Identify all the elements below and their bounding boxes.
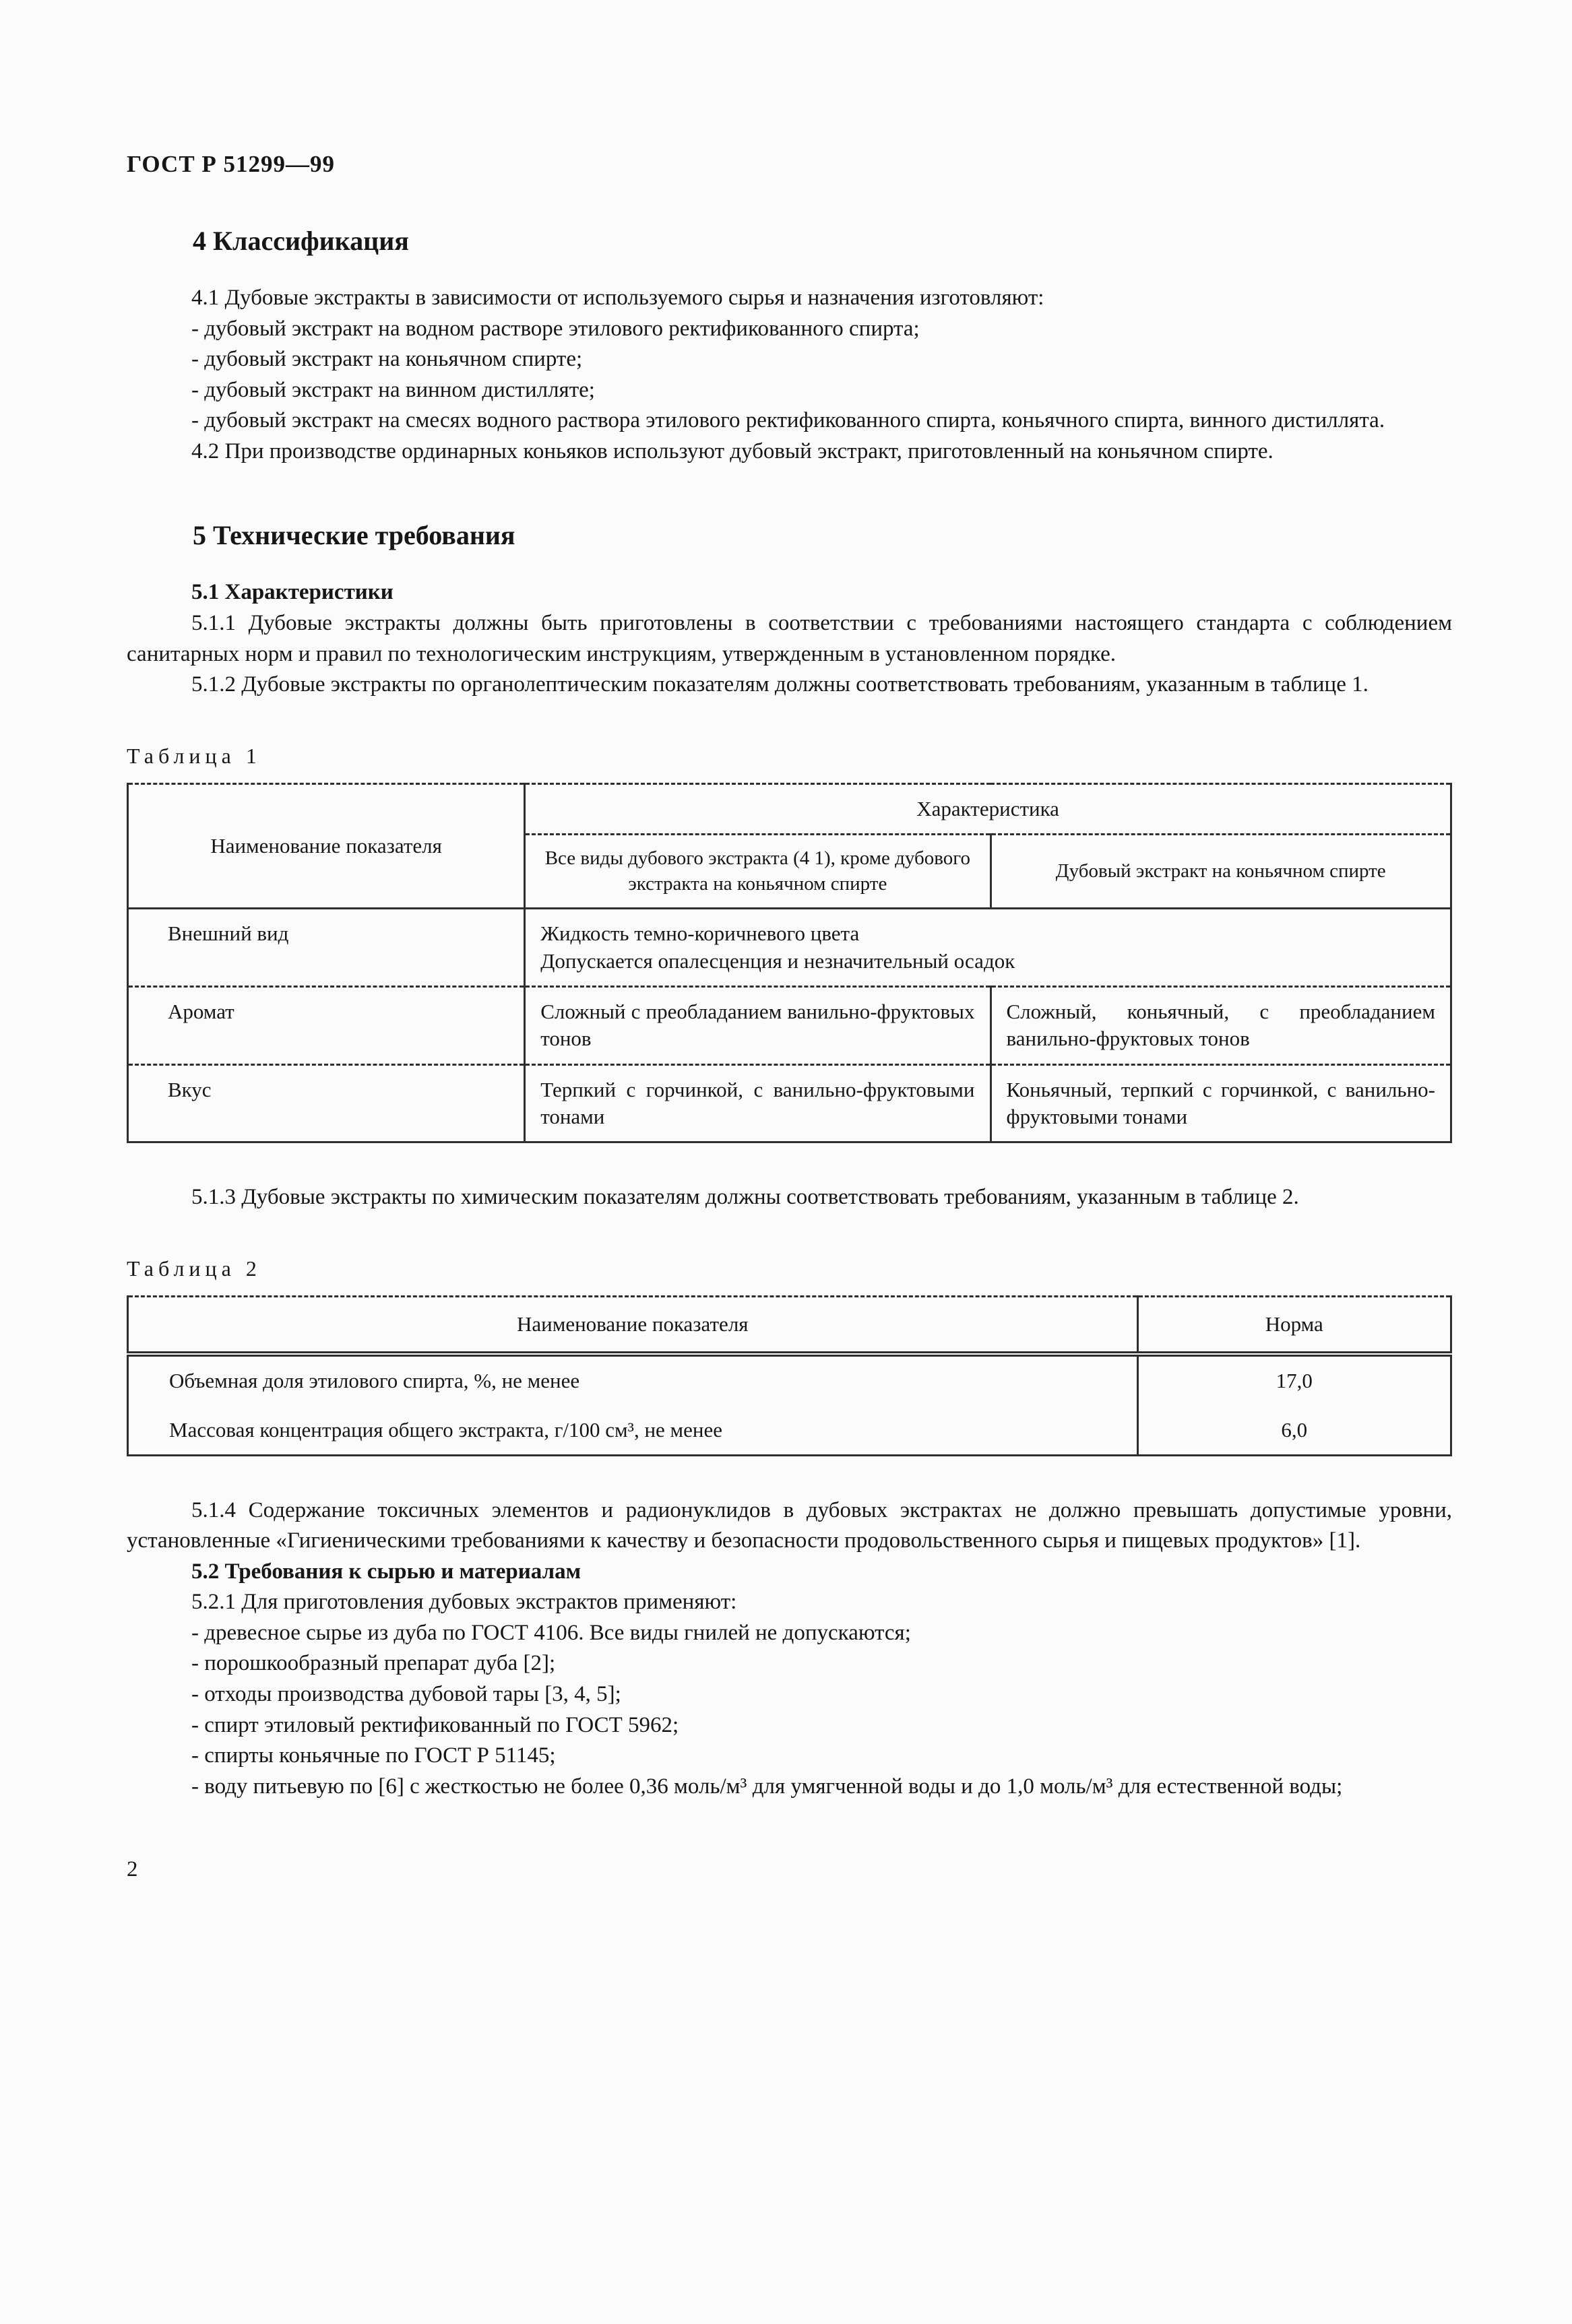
- table-2-header-row: [128, 1296, 1451, 1354]
- list-item-5-2-1-b: - порошкообразный препарат дуба [2];: [191, 1651, 556, 1676]
- para-5-1-4: 5.1.4 Содержание токсичных элементов и радионуклидов в дубовых экстрактах не должно превышать допустимые уровни, установленные «Гигиеническими требованиями к качеству и безопасности продовольственного сырья и пищевых продуктов» [1].: [127, 1497, 1452, 1553]
- table-1-taste-name-cell: Вкус: [128, 1064, 525, 1142]
- list-item-5-2-1-a: - древесное сырье из дуба по ГОСТ 4106. Все виды гнилей не допускаются;: [191, 1620, 911, 1645]
- table-2-alcohol-name-cell: Объемная доля этилового спирта, %, не менее: [128, 1354, 1138, 1405]
- table-1-col1-header-cell: Наименование показателя: [128, 783, 525, 909]
- table-1-taste-col2-cell: Терпкий с горчинкой, с ванильно-фруктовыми тонами: [525, 1064, 991, 1142]
- subsection-5-1-heading: 5.1 Характеристики: [191, 580, 394, 605]
- table-1-row-appearance: [128, 909, 1451, 987]
- table-1-row-aroma: [128, 987, 1451, 1065]
- para-5-1-2: 5.1.2 Дубовые экстракты по органолептическим показателям должны соответствовать требованиям, указанным в таблице 1.: [191, 672, 1369, 697]
- table-1: [127, 783, 1452, 1143]
- page-number: 2: [127, 1857, 138, 1882]
- table-1-row-taste: [128, 1064, 1451, 1142]
- table-2-row-extract: [128, 1406, 1451, 1456]
- table-2-label: Таблица 2: [127, 1256, 261, 1281]
- subsection-5-2-heading: 5.2 Требования к сырью и материалам: [191, 1559, 581, 1584]
- list-item-4-1-b: - дубовый экстракт на коньячном спирте;: [191, 347, 583, 372]
- appearance-value-line-2: Допускается опалесценция и незначительный осадок: [540, 948, 1015, 973]
- table-2-col2-header-cell: Норма: [1137, 1296, 1451, 1354]
- para-5-2-1: 5.2.1 Для приготовления дубовых экстрактов применяют:: [191, 1590, 737, 1615]
- para-4-1: 4.1 Дубовые экстракты в зависимости от используемого сырья и назначения изготовляют:: [191, 286, 1044, 311]
- list-item-5-2-1-c: - отходы производства дубовой тары [3, 4, 5];: [191, 1681, 621, 1706]
- list-item-4-1-a: - дубовый экстракт на водном растворе этилового ректификованного спирта;: [191, 316, 920, 341]
- table-1-label: Таблица 1: [127, 743, 261, 768]
- table-1-appearance-value-cell: [525, 909, 1451, 987]
- table-1-aroma-col3-cell: Сложный, коньячный, с преобладанием ванильно-фруктовых тонов: [991, 987, 1451, 1065]
- table-1-col3-header-cell: Дубовый экстракт на коньячном спирте: [991, 835, 1451, 909]
- table-1-header-row: [128, 783, 1451, 834]
- table-2-col1-header-cell: Наименование показателя: [128, 1296, 1138, 1354]
- list-item-5-2-1-e: - спирты коньячные по ГОСТ Р 51145;: [191, 1743, 556, 1768]
- table-2-alcohol-value-cell: 17,0: [1137, 1354, 1451, 1405]
- list-item-5-2-1-f: - воду питьевую по [6] с жесткостью не более 0,36 моль/м³ для умягченной воды и до 1,0 моль/м³ для естественной воды;: [191, 1774, 1343, 1799]
- table-1-col2-header-cell: Все виды дубового экстракта (4 1), кроме дубового экстракта на коньячном спирте: [525, 835, 991, 909]
- section-5-heading: 5 Технические требования: [193, 520, 515, 551]
- para-5-1-3: 5.1.3 Дубовые экстракты по химическим показателям должны соответствовать требованиям, указанным в таблице 2.: [191, 1185, 1299, 1210]
- para-5-1-1: 5.1.1 Дубовые экстракты должны быть приготовлены в соответствии с требованиями настоящего стандарта с соблюдением санитарных норм и правил по технологическим инструкциям, утвержденным в установленном порядке.: [127, 611, 1452, 666]
- table-2-extract-name-cell: Массовая концентрация общего экстракта, г/100 см³, не менее: [128, 1406, 1138, 1456]
- section-4-heading: 4 Классификация: [193, 226, 409, 257]
- list-item-4-1-d: - дубовый экстракт на смесях водного раствора этилового ректификованного спирта, коньячного спирта, винного дистиллята.: [191, 408, 1385, 433]
- table-1-span-header-cell: Характеристика: [525, 783, 1451, 834]
- table-2-row-alcohol: [128, 1354, 1451, 1405]
- para-4-2: 4.2 При производстве ординарных коньяков используют дубовый экстракт, приготовленный на коньячном спирте.: [191, 439, 1274, 463]
- table-1-taste-col3-cell: Коньячный, терпкий с горчинкой, с ванильно-фруктовыми тонами: [991, 1064, 1451, 1142]
- table-1-appearance-name-cell: Внешний вид: [128, 909, 525, 987]
- table-1-aroma-col2-cell: Сложный с преобладанием ванильно-фруктовых тонов: [525, 987, 991, 1065]
- appearance-value-line-1: Жидкость темно-коричневого цвета: [540, 922, 860, 946]
- list-item-5-2-1-d: - спирт этиловый ректификованный по ГОСТ 5962;: [191, 1712, 679, 1737]
- table-2-extract-value-cell: 6,0: [1137, 1406, 1451, 1456]
- doc-number: ГОСТ Р 51299—99: [127, 151, 336, 177]
- table-1-aroma-name-cell: Аромат: [128, 987, 525, 1065]
- list-item-4-1-c: - дубовый экстракт на винном дистилляте;: [191, 377, 595, 402]
- table-2: [127, 1295, 1452, 1456]
